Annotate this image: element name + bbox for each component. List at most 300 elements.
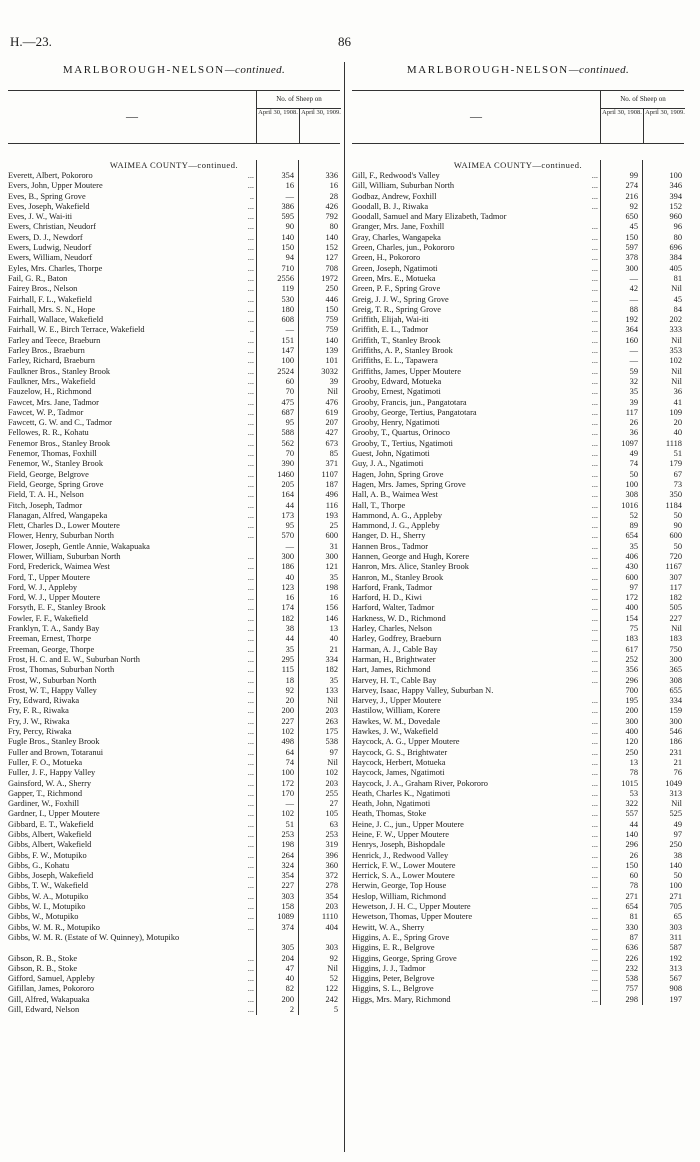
table-row (352, 871, 684, 881)
sheep-1909: 334 (669, 696, 682, 706)
leader-dots: ... (247, 902, 254, 912)
header-1908: April 30, 1908. (258, 109, 298, 116)
sheep-1908: 174 (281, 603, 294, 613)
leader-dots: ... (247, 603, 254, 613)
sheep-1909: 336 (325, 171, 338, 180)
leader-dots: ... (591, 603, 598, 613)
leader-dots: ... (247, 974, 254, 984)
header-sheep-group: No. of Sheep on (601, 91, 685, 109)
owner-name: Grooby, T., Tertius, Ngatimoti (352, 438, 453, 448)
sheep-1908: 354 (281, 171, 294, 180)
owner-name: Ford, W. J., Upper Moutere (8, 593, 101, 603)
table-row (352, 284, 684, 294)
sheep-1908: 303 (281, 891, 294, 901)
sheep-1908: 324 (281, 860, 294, 870)
table-row (352, 676, 684, 686)
leader-dots: ... (247, 716, 254, 726)
leader-dots: ... (247, 335, 254, 345)
sheep-1908: 78 (629, 768, 638, 778)
sheep-1909: 360 (325, 860, 338, 870)
leader-dots: ... (591, 799, 598, 809)
leader-dots: ... (591, 819, 598, 829)
table-row (8, 820, 340, 830)
owner-name: Heslop, William, Richmond (352, 891, 446, 901)
table-row (8, 583, 340, 593)
sheep-1909: 36 (673, 387, 682, 397)
table-row (8, 192, 340, 202)
leader-dots: ... (247, 479, 254, 489)
table-row (352, 428, 684, 438)
owner-name: Griffiths, A. P., Stanley Brook (352, 346, 453, 356)
owner-name: Hawkes, J. W., Wakefield (352, 727, 438, 737)
owner-name: Fry, Percy, Riwaka (8, 727, 72, 737)
table-row (352, 984, 684, 994)
page-number: 86 (338, 34, 351, 49)
owner-name: Ewers, William, Neudorf (8, 253, 93, 263)
sheep-1908: 430 (625, 562, 638, 572)
leader-dots: ... (247, 294, 254, 304)
leader-dots: ... (247, 768, 254, 778)
sheep-1909: 1110 (321, 912, 338, 922)
table-row (352, 861, 684, 871)
owner-name: Freeman, George, Thorpe (8, 644, 95, 654)
leader-dots: ... (591, 716, 598, 726)
sheep-1908: 588 (281, 428, 294, 438)
table-row (352, 851, 684, 861)
table-row (352, 964, 684, 974)
table-row (8, 809, 340, 819)
sheep-1909: 202 (669, 315, 682, 325)
leader-dots: ... (247, 634, 254, 644)
owner-name: Gardiner, W., Foxhill (8, 799, 80, 809)
sheep-1909: 759 (325, 315, 338, 325)
sheep-1908: 687 (281, 407, 294, 417)
table-row (8, 634, 340, 644)
sheep-1909: 505 (669, 603, 682, 613)
leader-dots: ... (247, 871, 254, 881)
sheep-1908: 35 (629, 387, 638, 397)
owner-name: Faulkner Bros., Stanley Brook (8, 366, 111, 376)
sheep-1908: 227 (281, 881, 294, 891)
sheep-1909: 960 (669, 212, 682, 222)
table-row (352, 583, 684, 593)
table-row (8, 408, 340, 418)
sheep-1909: 92 (329, 953, 338, 963)
sheep-1909: 405 (669, 263, 682, 273)
table-row (352, 624, 684, 634)
table-row (8, 881, 340, 891)
owner-name: Heine, F. W., Upper Moutere (352, 830, 450, 839)
sheep-1908: 47 (285, 963, 294, 973)
leader-dots: ... (591, 757, 598, 767)
sheep-1909: 96 (673, 222, 682, 232)
leader-dots: ... (591, 860, 598, 870)
leader-dots: ... (591, 459, 598, 469)
leader-dots: ... (591, 737, 598, 747)
table-row (8, 717, 340, 727)
sheep-1909: 152 (325, 243, 338, 253)
table-row (352, 377, 684, 387)
sheep-1908: 35 (629, 541, 638, 551)
owner-name: Higgins, George, Spring Grove (352, 953, 457, 963)
table-row (352, 346, 684, 356)
table-row (352, 531, 684, 541)
owner-name: Harman, H., Brightwater (352, 654, 436, 664)
table-row (352, 881, 684, 891)
sheep-1908: 170 (281, 788, 294, 798)
sheep-1908: 330 (625, 922, 638, 932)
sheep-1908: 232 (625, 963, 638, 973)
table-row (352, 974, 684, 984)
sheep-1909: 313 (669, 788, 682, 798)
leader-dots: ... (591, 830, 598, 839)
owner-name: Gibson, R. B., Stoke (8, 953, 78, 963)
table-row (8, 387, 340, 397)
sheep-1909: 203 (325, 902, 338, 912)
sheep-1908: 42 (629, 284, 638, 294)
sheep-1909: Nil (327, 696, 338, 706)
table-row (352, 501, 684, 511)
sheep-1908: 150 (625, 232, 638, 242)
leader-dots: ... (247, 912, 254, 922)
right-table-header (352, 90, 684, 144)
sheep-1909: 50 (673, 871, 682, 881)
leader-dots: ... (591, 593, 598, 603)
sheep-1909: 65 (673, 912, 682, 922)
sheep-1908: 200 (281, 706, 294, 716)
leader-dots: ... (247, 315, 254, 325)
owner-name: Field, T. A. H., Nelson (8, 490, 84, 500)
leader-dots: ... (591, 675, 598, 685)
sheep-1909: 186 (669, 737, 682, 747)
leader-dots: ... (247, 922, 254, 932)
owner-name: Hammond, A. G., Appleby (352, 510, 443, 520)
sheep-1909: 140 (669, 860, 682, 870)
sheep-1909: 427 (325, 428, 338, 438)
owner-name: Fairhall, W. E., Birch Terrace, Wakefield (8, 325, 145, 335)
table-row (352, 779, 684, 789)
owner-name: Grooby, Francis, jun., Pangatotara (352, 397, 467, 407)
sheep-1908: 308 (625, 490, 638, 500)
sheep-1908: 1097 (621, 438, 638, 448)
leader-dots: ... (247, 799, 254, 809)
leader-dots: ... (591, 449, 598, 459)
leader-dots: ... (247, 953, 254, 963)
sheep-1909: Nil (671, 284, 682, 294)
table-row (352, 233, 684, 243)
sheep-1908: 18 (285, 675, 294, 685)
sheep-1909: 1167 (665, 562, 682, 572)
sheep-1909: 25 (329, 521, 338, 531)
sheep-1908: — (285, 799, 294, 809)
sheep-1909: 127 (325, 253, 338, 263)
owner-name: Hart, James, Richmond (352, 665, 431, 675)
owner-name: Grooby, T., Quartus, Orinoco (352, 428, 450, 438)
sheep-1908: 296 (625, 675, 638, 685)
sheep-1909: 63 (329, 819, 338, 829)
leader-dots: ... (591, 974, 598, 984)
sheep-1908: 26 (629, 418, 638, 428)
sheep-1909: 121 (325, 562, 338, 572)
sheep-1909: 227 (669, 613, 682, 623)
table-row (352, 995, 684, 1005)
table-row (352, 222, 684, 232)
sheep-1909: 21 (673, 757, 682, 767)
leader-dots: ... (591, 706, 598, 716)
sheep-1909: 673 (325, 438, 338, 448)
table-row (8, 181, 340, 191)
owner-name: Godbaz, Andrew, Foxhill (352, 191, 437, 201)
owner-name: Heath, Thomas, Stoke (352, 809, 427, 819)
sheep-1908: 296 (625, 840, 638, 850)
table-row (8, 274, 340, 284)
table-row (8, 624, 340, 634)
table-row (352, 954, 684, 964)
owner-name: Frost, W., Suburban North (8, 675, 97, 685)
owner-name: Gill, William, Suburban North (352, 181, 455, 191)
table-row (8, 737, 340, 747)
sheep-1909: 1107 (321, 469, 338, 479)
table-row (8, 212, 340, 222)
table-row (352, 490, 684, 500)
sheep-1908: 710 (281, 263, 294, 273)
leader-dots: ... (247, 593, 254, 603)
table-row (8, 315, 340, 325)
owner-name: Fry, J. W., Riwaka (8, 716, 70, 726)
sheep-1908: 374 (281, 922, 294, 932)
leader-dots: ... (591, 953, 598, 963)
owner-name: Gifford, Samuel, Appleby (8, 974, 95, 984)
owner-name: Granger, Mrs. Jane, Foxhill (352, 222, 445, 232)
sheep-1908: 195 (625, 696, 638, 706)
table-row (8, 706, 340, 716)
table-row (352, 655, 684, 665)
table-row (8, 521, 340, 531)
owner-name: Frost, W. T., Happy Valley (8, 685, 97, 695)
sheep-1909: 122 (325, 984, 338, 994)
sheep-1909: 567 (669, 974, 682, 984)
table-row (352, 325, 684, 335)
sheep-1909: 426 (325, 201, 338, 211)
leader-dots: ... (591, 356, 598, 366)
sheep-1909: 655 (669, 685, 682, 695)
leader-dots: ... (591, 304, 598, 314)
leader-dots: ... (247, 747, 254, 757)
sheep-1909: 300 (325, 551, 338, 561)
sheep-1908: 183 (625, 634, 638, 644)
sheep-1908: 20 (285, 696, 294, 706)
owner-name: Fenemor, Thomas, Foxhill (8, 449, 97, 459)
owner-name: Harkness, W. D., Richmond (352, 613, 446, 623)
sheep-1909: 50 (673, 510, 682, 520)
sheep-1908: 150 (625, 860, 638, 870)
owner-name: Haycock, A. G., Upper Moutere (352, 737, 460, 747)
sheep-1909: 182 (669, 593, 682, 603)
sheep-1909: 100 (669, 171, 682, 180)
sheep-1909: 300 (669, 654, 682, 664)
leader-dots: ... (247, 273, 254, 283)
leader-dots: ... (591, 788, 598, 798)
owner-name: Flanagan, Alfred, Wangapeka (8, 510, 108, 520)
owner-name: Higgins, E. R., Belgrove (352, 943, 435, 953)
leader-dots: ... (247, 665, 254, 675)
sheep-1908: 2 (289, 1005, 294, 1015)
leader-dots: ... (247, 737, 254, 747)
owner-name: Harford, Walter, Tadmor (352, 603, 435, 613)
sheep-1908: 40 (285, 974, 294, 984)
sheep-1908: 88 (629, 304, 638, 314)
owner-name: Farley, Richard, Braeburn (8, 356, 95, 366)
sheep-1909: Nil (327, 757, 338, 767)
table-row (352, 809, 684, 819)
owner-name: Green, H., Pokororo (352, 253, 421, 263)
leader-dots: ... (247, 449, 254, 459)
table-row (352, 573, 684, 583)
right-table-body (352, 160, 684, 1005)
table-row (8, 892, 340, 902)
table-row (352, 192, 684, 202)
leader-dots: ... (591, 696, 598, 706)
owner-name: Fawcet, Mrs. Jane, Tadmor (8, 397, 99, 407)
sheep-1909: 525 (669, 809, 682, 819)
leader-dots: ... (591, 428, 598, 438)
sheep-1909: 13 (329, 624, 338, 634)
owner-name: Hagen, Mrs. James, Spring Grove (352, 479, 466, 489)
leader-dots: ... (247, 201, 254, 211)
sheep-1909: 20 (673, 418, 682, 428)
table-row (8, 552, 340, 562)
sheep-1909: 372 (325, 871, 338, 881)
column-divider (344, 62, 345, 1152)
owner-name: Gibbs, T. W., Wakefield (8, 881, 89, 891)
leader-dots: ... (247, 397, 254, 407)
sheep-1909: 263 (325, 716, 338, 726)
owner-name: Gibbs, W., Motupiko (8, 912, 79, 922)
table-row (8, 439, 340, 449)
table-row (352, 593, 684, 603)
right-column-title: MARLBOROUGH-NELSON—continued. (406, 64, 630, 76)
sheep-1908: 90 (285, 222, 294, 232)
leader-dots: ... (247, 994, 254, 1004)
header-sheep-group: No. of Sheep on (257, 91, 341, 109)
sheep-1909: 278 (325, 881, 338, 891)
leader-dots: ... (591, 181, 598, 191)
sheep-1909: 101 (325, 356, 338, 366)
table-row (8, 727, 340, 737)
sheep-1908: 2556 (277, 273, 294, 283)
table-row (352, 542, 684, 552)
table-row (8, 470, 340, 480)
leader-dots: ... (591, 346, 598, 356)
table-row (352, 717, 684, 727)
owner-name: Grooby, Ernest, Ngatimoti (352, 387, 441, 397)
owner-name: Flower, Henry, Suburban North (8, 531, 114, 541)
leader-dots: ... (591, 469, 598, 479)
sheep-1909: 187 (325, 479, 338, 489)
owner-name: Henrick, J., Redwood Valley (352, 850, 449, 860)
sheep-1909: 198 (325, 582, 338, 592)
owner-name: Gibbs, Joseph, Wakefield (8, 871, 94, 881)
sheep-1908: 45 (629, 222, 638, 232)
sheep-1909: 353 (669, 346, 682, 356)
owner-name: Eves, J. W., Wai-iti (8, 212, 73, 222)
sheep-1909: 182 (325, 665, 338, 675)
leader-dots: ... (591, 881, 598, 891)
sheep-1908: 298 (625, 994, 638, 1004)
sheep-1908: 16 (285, 181, 294, 191)
sheep-1909: Nil (671, 624, 682, 634)
sheep-1908: 38 (285, 624, 294, 634)
leader-dots: ... (247, 181, 254, 191)
owner-name: Hall, T., Thorpe (352, 500, 406, 510)
sheep-1909: 207 (325, 418, 338, 428)
leader-dots: ... (247, 613, 254, 623)
sheep-1909: 476 (325, 397, 338, 407)
owner-name: Harley, Godfrey, Braeburn (352, 634, 442, 644)
sheep-1909: 97 (673, 830, 682, 839)
table-row (8, 954, 340, 964)
sheep-1908: 97 (629, 582, 638, 592)
sheep-1909: 600 (325, 531, 338, 541)
sheep-1908: 13 (629, 757, 638, 767)
sheep-1909: 365 (669, 665, 682, 675)
leader-dots: ... (591, 284, 598, 294)
sheep-1908: 600 (625, 572, 638, 582)
leader-dots: ... (591, 644, 598, 654)
sheep-1909: 45 (673, 294, 682, 304)
leader-dots: ... (247, 963, 254, 973)
sheep-1909: 197 (669, 994, 682, 1004)
table-row (8, 861, 340, 871)
leader-dots: ... (591, 294, 598, 304)
owner-name: Haycock, Herbert, Motueka (352, 757, 446, 767)
sheep-1908: 95 (285, 418, 294, 428)
sheep-1909: 156 (325, 603, 338, 613)
table-row (8, 696, 340, 706)
leader-dots: ... (591, 902, 598, 912)
leader-dots: ... (247, 243, 254, 253)
sheep-1908: — (285, 325, 294, 335)
leader-dots: ... (247, 819, 254, 829)
sheep-1908: 52 (629, 510, 638, 520)
owner-name: Harman, A. J., Cable Bay (352, 644, 438, 654)
leader-dots: ... (247, 428, 254, 438)
table-row (352, 181, 684, 191)
sheep-1909: 41 (673, 397, 682, 407)
sheep-1908: 252 (625, 654, 638, 664)
leader-dots: ... (247, 572, 254, 582)
sheep-1908: 102 (281, 727, 294, 737)
sheep-1909: 546 (669, 727, 682, 737)
sheep-1908: 95 (285, 521, 294, 531)
leader-dots: ... (591, 253, 598, 263)
sheep-1908: 757 (625, 984, 638, 994)
leader-dots: .. (249, 191, 254, 201)
table-row (8, 912, 340, 922)
sheep-1908: 36 (629, 428, 638, 438)
table-row (8, 531, 340, 541)
owner-name: Harford, Frank, Tadmor (352, 582, 433, 592)
owner-name: Heath, Charles K., Ngatimoti (352, 788, 451, 798)
leader-dots: ... (591, 624, 598, 634)
sheep-1908: 140 (625, 830, 638, 839)
leader-dots: ... (247, 881, 254, 891)
sheep-1909: 80 (673, 232, 682, 242)
leader-dots: ... (247, 232, 254, 242)
sheep-1909: 231 (669, 747, 682, 757)
leader-dots: ... (247, 263, 254, 273)
sheep-1909: 720 (669, 551, 682, 561)
